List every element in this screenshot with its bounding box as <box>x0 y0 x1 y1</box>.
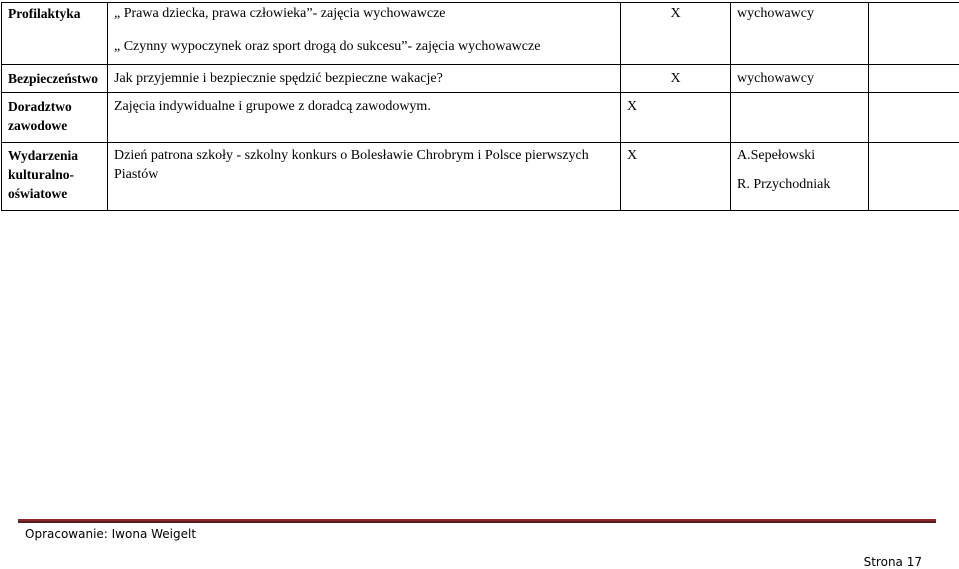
responsible-cell <box>731 65 869 93</box>
activity-text: „ Czynny wypoczynek oraz sport drogą do sukcesu”- zajęcia wychowawcze <box>114 37 614 56</box>
category-label: Bezpieczeństwo <box>8 66 101 88</box>
activity-text: Jak przyjemnie i bezpiecznie spędzić bezpieczne wakacje? <box>114 69 614 88</box>
responsible-cell <box>731 93 869 143</box>
responsible-cell <box>731 143 869 211</box>
category-label: kulturalno- <box>8 165 101 184</box>
category-label: Doradztwo <box>8 97 101 116</box>
category-cell <box>2 65 108 93</box>
page-number: Strona 17 <box>864 555 922 569</box>
activity-cell <box>108 143 621 211</box>
mark-x: X <box>670 71 680 86</box>
responsible-text: R. Przychodniak <box>737 175 862 194</box>
responsible-text: A.Sepełowski <box>737 146 862 165</box>
empty-cell <box>869 3 959 65</box>
category-label: Profilaktyka <box>8 4 101 23</box>
mark-cell <box>621 65 731 93</box>
table-row <box>2 93 959 143</box>
category-label: oświatowe <box>8 184 101 203</box>
activity-cell <box>108 93 621 143</box>
empty-cell <box>869 93 959 143</box>
activity-text: Piastów <box>114 165 614 184</box>
mark-cell <box>621 143 731 211</box>
mark-x: X <box>627 148 637 163</box>
category-cell <box>2 3 108 65</box>
category-cell <box>2 93 108 143</box>
activity-cell <box>108 65 621 93</box>
empty-cell <box>869 143 959 211</box>
category-label: Wydarzenia <box>8 146 101 165</box>
mark-cell <box>621 93 731 143</box>
empty-cell <box>869 65 959 93</box>
footer-rule <box>18 519 936 523</box>
responsible-text: wychowawcy <box>737 69 862 88</box>
mark-x: X <box>627 99 637 114</box>
activity-text: Zajęcia indywidualne i grupowe z doradcą zawodowym. <box>114 97 614 116</box>
plan-table <box>1 2 959 211</box>
footer-author: Opracowanie: Iwona Weigelt <box>25 527 196 541</box>
responsible-cell <box>731 3 869 65</box>
mark-cell <box>621 3 731 65</box>
activity-text: „ Prawa dziecka, prawa człowieka”- zajęcia wychowawcze <box>114 4 614 23</box>
table-row <box>2 143 959 211</box>
table-row <box>2 65 959 93</box>
responsible-text: wychowawcy <box>737 4 862 23</box>
table-row <box>2 3 959 65</box>
category-cell <box>2 143 108 211</box>
activity-cell <box>108 3 621 65</box>
category-label: zawodowe <box>8 116 101 135</box>
activity-text: Dzień patrona szkoły - szkolny konkurs o Bolesławie Chrobrym i Polsce pierwszych <box>114 146 614 165</box>
mark-x: X <box>670 6 680 21</box>
